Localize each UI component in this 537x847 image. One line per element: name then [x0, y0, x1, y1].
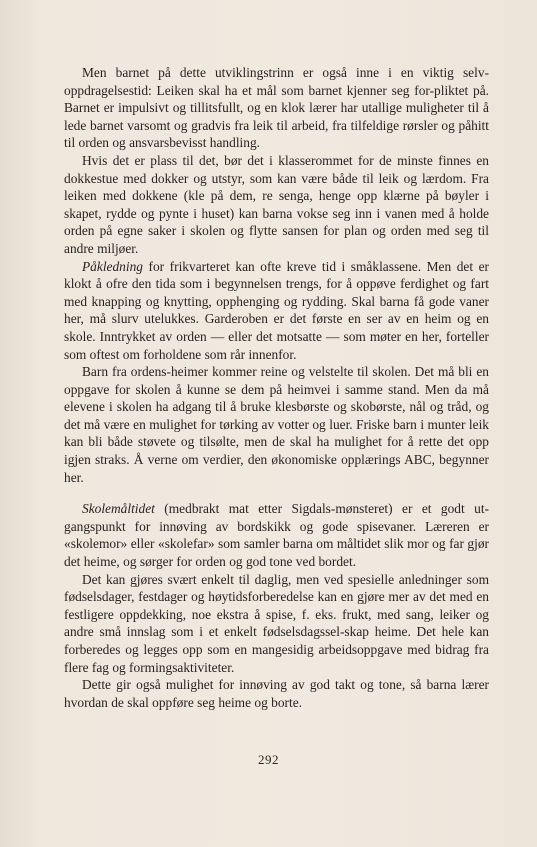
body-text [64, 64, 489, 711]
paragraph-1-text: Men barnet på dette utviklingstrinn er også inne i en viktig selv-oppdragelsestid: Leiken skal ha et mål som barnet kjenner seg for-pliktet på. Barnet er impulsivt og tillitsfullt, og en klok lærer har utallige muligheter til å lede barnet varsomt og gradvis fra leik til arbeid, fra tilfeldige rørsler og påhitt til orden og ansvarsbevisst handling. [64, 65, 489, 151]
page-number: 292 [258, 752, 279, 767]
paragraph-6-text: Det kan gjøres svært enkelt til daglig, men ved spesielle anledninger som fødselsdager, festdager og høytidsforberedelse kan en gjøre mer av det med en festligere oppdekking, noe ekstra å spise, f. eks. frukt, med sang, leiker og andre små innslag som i et enkelt fødselsdagssel-skap heime. Det hele kan forberedes og legges opp som en mangesidig arbeidsoppgave med bidrag fra flere fag og formingsaktiviteter. [64, 571, 489, 675]
paragraph-4 [64, 363, 489, 486]
paragraph-4-text: Barn fra ordens-heimer kommer reine og velstelte til skolen. Det må bli en oppgave for skolen å kunne se dem på heimvei i samme stand. Men da må elevene i skolen ha adgang til å bruke klesbørste og skobørste, nål og tråd, og det må være en mulighet for tørking av votter og luer. Friske barn i munter leik kan bli både støvete og tilsølte, men de skal ha mulighet for å rette det opp igjen straks. Å verne om verdier, den økonomiske opplærings ABC, begynner her. [64, 364, 489, 485]
paragraph-5-text: (medbrakt mat etter Sigdals-mønsteret) er et godt ut-gangspunkt for innøving av bordskikk og gode spisevaner. Læreren er «skolemor» eller «skolefar» som samler barna om måltidet slik mor og far gjør det heime, og sørger for orden og god tone ved bordet. [64, 501, 489, 570]
paragraph-1 [64, 64, 489, 152]
paragraph-7 [64, 676, 489, 711]
paragraph-2-text: Hvis det er plass til det, bør det i klasserommet for de minste finnes en dokkestue med dokker og utstyr, som kan være både til leik og lærdom. Fra leiken med dokkene (kle på dem, re senga, henge opp klærne på bøyler i skapet, rydde og pynte i huset) kan barna vokse seg inn i vanen med å holde orden på egne saker i skolen og flytte sansen for plan og orden med seg til andre miljøer. [64, 152, 489, 256]
paragraph-3-italic-lead: Påkledning [82, 258, 143, 274]
paragraph-3-text: for frikvarteret kan ofte kreve tid i småklassene. Men det er klokt å ofre den tida som i begynnelsen trengs, for å oppøve ferdighet og fart med knapping og knytting, opphenging og rydding. Skal barna få gode vaner her, må slurv utelukkes. Garderoben er det første en ser av en heim og en skole. Inntrykket av orden — eller det motsatte — som møter en her, forteller som oftest om forholdene som rår innenfor. [64, 258, 489, 362]
paragraph-5 [64, 500, 489, 570]
paragraph-6 [64, 571, 489, 677]
paragraph-3 [64, 258, 489, 364]
paragraph-2 [64, 152, 489, 258]
paragraph-5-italic-lead: Skolemåltidet [82, 501, 155, 517]
paragraph-7-text: Dette gir også mulighet for innøving av god takt og tone, så barna lærer hvordan de skal oppføre seg heime og borte. [64, 677, 489, 710]
